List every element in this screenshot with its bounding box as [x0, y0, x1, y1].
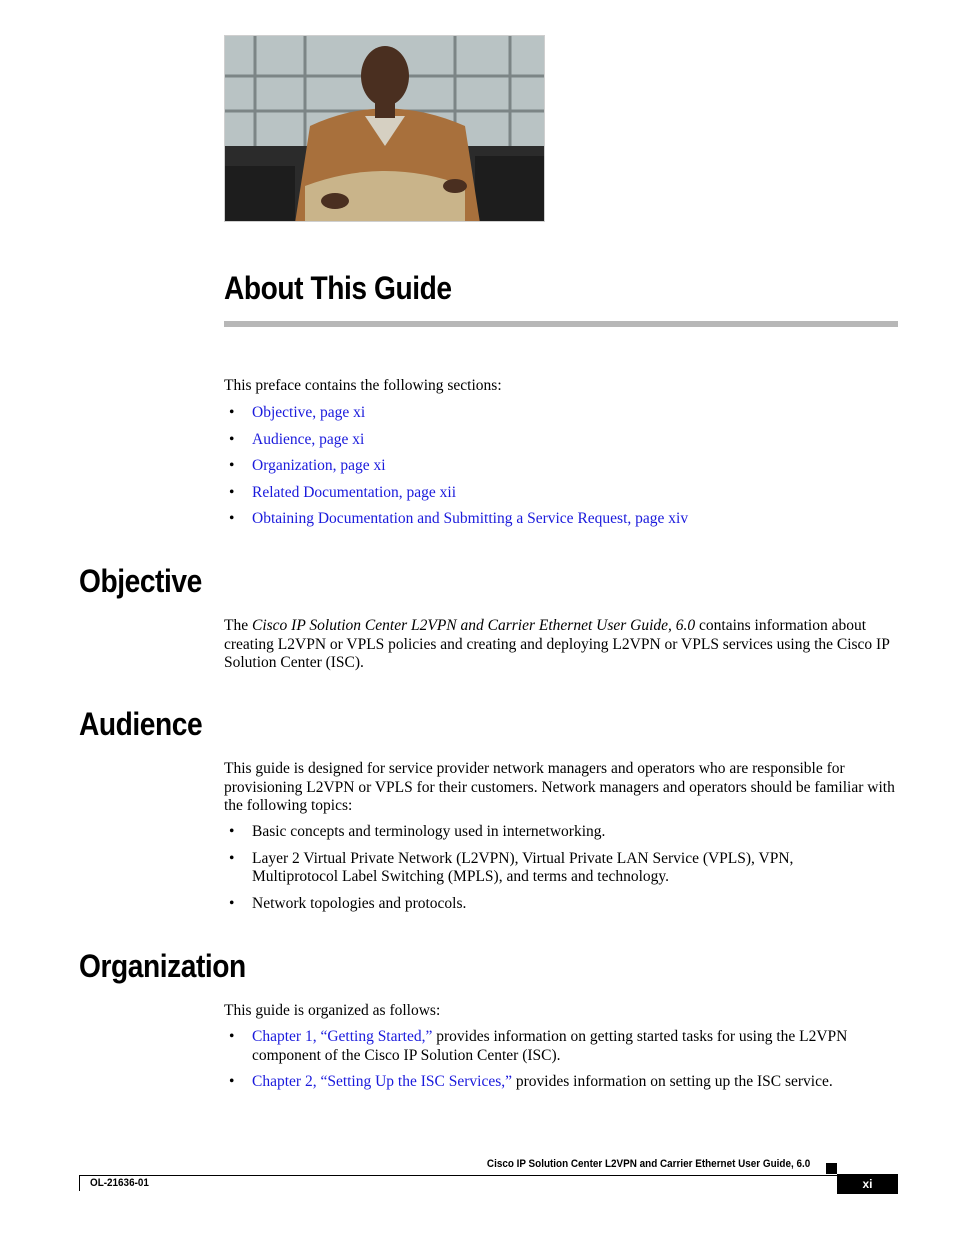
list-item [224, 510, 898, 529]
bullet-icon: • [229, 849, 235, 867]
bullet-icon: • [229, 457, 235, 474]
objective-text-after: contains information about creating L2VPN or VPLS policies and creating and deploying L2VPN or VPLS services using the Cisco IP Solution Center (ISC). [224, 617, 890, 671]
bullet-icon: • [229, 404, 235, 421]
footer-marker [826, 1163, 837, 1174]
organization-intro: This guide is organized as follows: [224, 1002, 441, 1019]
bullet-icon: • [229, 1073, 235, 1090]
link-audience[interactable]: Audience, page xi [252, 430, 365, 448]
organization-heading: Organization [79, 948, 246, 984]
bullet-icon: • [229, 483, 235, 501]
list-item [224, 484, 898, 503]
audience-topic-list [224, 823, 898, 913]
chapter-description: provides information on setting up the ISC service. [512, 1073, 833, 1090]
bullet-icon: • [229, 430, 235, 448]
footer-rule-tick [79, 1175, 80, 1191]
link-organization[interactable]: Organization, page xi [252, 457, 386, 474]
footer-doc-number: OL-21636-01 [90, 1177, 149, 1189]
organization-chapter-list [224, 1028, 898, 1092]
preface-intro: This preface contains the following sections: [224, 377, 502, 394]
bullet-icon: • [229, 510, 235, 527]
link-chapter-1[interactable]: Chapter 1, “Getting Started,” [252, 1028, 433, 1045]
link-obtaining-documentation[interactable]: Obtaining Documentation and Submitting a Service Request, page xiv [252, 510, 689, 527]
list-item [224, 850, 898, 887]
list-item [224, 1073, 898, 1092]
list-item [224, 1028, 898, 1065]
list-item [224, 895, 898, 914]
footer-rule [79, 1175, 837, 1176]
list-item [224, 404, 898, 423]
audience-topic: Layer 2 Virtual Private Network (L2VPN), Virtual Private LAN Service (VPLS), VPN, Multiprotocol Label Switching (MPLS), and terms and technology. [252, 849, 794, 885]
page-number: xi [837, 1174, 898, 1194]
audience-paragraph: This guide is designed for service provider network managers and operators who are responsible for provisioning L2VPN or VPLS for their customers. Network managers and operators should be familiar with the following topics: [224, 760, 895, 814]
bullet-icon: • [229, 823, 235, 840]
link-chapter-2[interactable]: Chapter 2, “Setting Up the ISC Services,” [252, 1073, 513, 1090]
footer-book-title: Cisco IP Solution Center L2VPN and Carrier Ethernet User Guide, 6.0 [486, 1158, 810, 1170]
preface-link-list [224, 404, 898, 529]
objective-paragraph [224, 617, 898, 673]
chapter-description: provides information on getting started tasks for using the L2VPN component of the Cisco IP Solution Center (ISC). [252, 1028, 848, 1064]
objective-text-before: The [224, 617, 252, 634]
link-related-documentation[interactable]: Related Documentation, page xii [252, 483, 457, 501]
bullet-icon: • [229, 894, 235, 912]
page-title: About This Guide [224, 270, 452, 306]
list-item [224, 431, 898, 450]
objective-heading: Objective [79, 563, 202, 599]
audience-topic: Network topologies and protocols. [252, 894, 467, 912]
audience-topic: Basic concepts and terminology used in internetworking. [252, 823, 606, 840]
audience-heading: Audience [79, 706, 203, 742]
list-item [224, 457, 898, 476]
link-objective[interactable]: Objective, page xi [252, 404, 366, 421]
title-rule [224, 321, 898, 327]
header-photo [224, 35, 545, 222]
bullet-icon: • [229, 1028, 235, 1045]
list-item [224, 823, 898, 842]
objective-book-title: Cisco IP Solution Center L2VPN and Carrier Ethernet User Guide, 6.0 [251, 617, 696, 634]
